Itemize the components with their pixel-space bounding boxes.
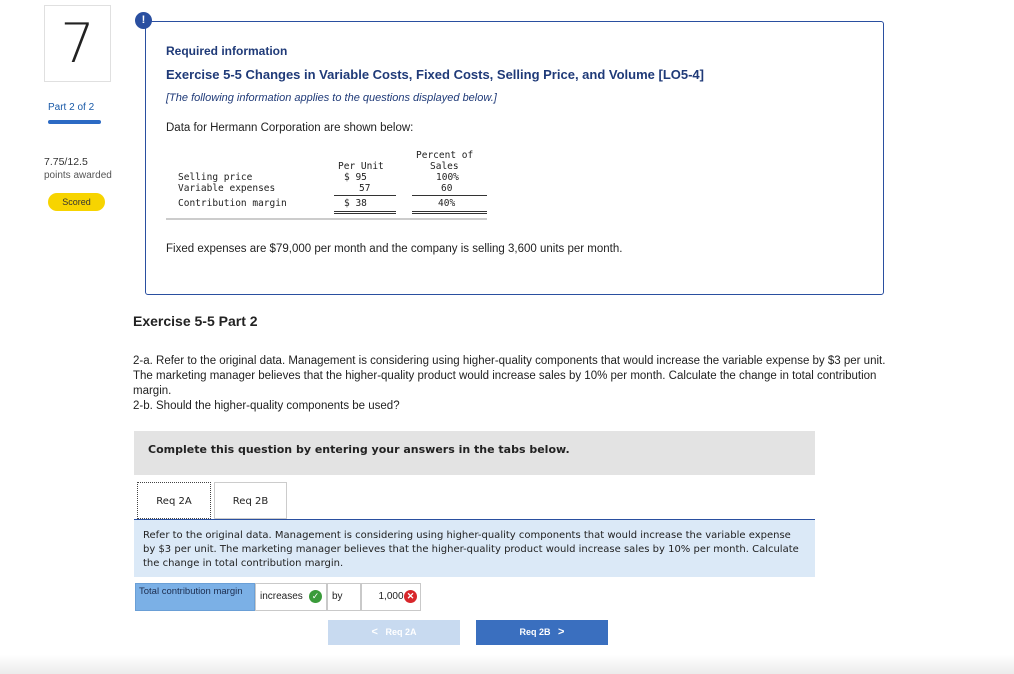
instruction-text: Complete this question by entering your answers in the tabs below. xyxy=(148,443,570,456)
direction-select[interactable]: increases xyxy=(255,583,327,611)
correct-check-icon: ✓ xyxy=(309,590,322,603)
answer-row-label: Total contribution margin xyxy=(135,583,255,611)
incorrect-x-icon: ✕ xyxy=(404,590,417,603)
divider xyxy=(412,213,487,214)
question-number: 7 xyxy=(44,5,111,82)
header-per-unit: Per Unit xyxy=(338,161,384,172)
bottom-shade xyxy=(0,655,1014,674)
divider xyxy=(334,211,396,212)
next-req-button[interactable] xyxy=(476,620,608,645)
data-table xyxy=(166,148,487,220)
divider xyxy=(412,195,487,196)
chevron-left-icon: < xyxy=(371,626,378,638)
divider xyxy=(334,195,396,196)
divider xyxy=(334,213,396,214)
applies-note: [The following information applies to the questions displayed below.] xyxy=(166,92,497,104)
score-value: 7.75/12.5 xyxy=(44,156,88,168)
row-label-variable-expenses: Variable expenses xyxy=(178,183,276,194)
instruction-bar xyxy=(134,431,815,475)
prompt-panel xyxy=(134,520,815,577)
chevron-right-icon: > xyxy=(558,626,565,638)
row-percent-variable-expenses: 60 xyxy=(441,183,453,194)
prev-req-button[interactable] xyxy=(328,620,460,645)
row-value-contribution-margin: $ 38 xyxy=(344,198,367,209)
status-badge: Scored xyxy=(48,193,105,211)
question-text xyxy=(133,354,893,414)
divider xyxy=(412,211,487,212)
row-label-selling-price: Selling price xyxy=(178,172,253,183)
row-percent-contribution-margin: 40% xyxy=(438,198,456,209)
row-label-contribution-margin: Contribution margin xyxy=(178,198,287,209)
prompt-text: Refer to the original data. Management is considering using higher-quality components that would increase the variable expense by $3 per unit. The marketing manager believes that the higher-quality product would increase sales by 10% per month. Calculate the change in total contribution margin. xyxy=(143,530,799,569)
row-value-selling-price: $ 95 xyxy=(344,172,367,183)
amount-input[interactable]: 1,000 xyxy=(361,583,421,611)
fixed-expenses-text: Fixed expenses are $79,000 per month and the company is selling 3,600 units per month. xyxy=(166,243,623,255)
tab-req-2b[interactable]: Req 2B xyxy=(214,482,287,519)
tab-req-2a[interactable]: Req 2A xyxy=(137,482,211,519)
by-label: by xyxy=(327,583,361,611)
prev-button-label: Req 2A xyxy=(385,627,417,637)
header-percent-line1: Percent of xyxy=(416,150,474,161)
points-label: points awarded xyxy=(44,170,112,181)
required-info-heading: Required information xyxy=(166,44,288,58)
question-2a: 2-a. Refer to the original data. Management is considering using higher-quality components that would increase the variable expense by $3 per unit. The marketing manager believes that the higher-quality product would increase sales by 10% per month. Calculate the change in total contribution margin. xyxy=(133,355,886,397)
question-2b: 2-b. Should the higher-quality components be used? xyxy=(133,400,400,412)
part-progress-bar xyxy=(48,120,101,124)
alert-icon: ! xyxy=(135,12,152,29)
part-indicator: Part 2 of 2 xyxy=(48,102,95,113)
row-percent-selling-price: 100% xyxy=(436,172,459,183)
data-intro: Data for Hermann Corporation are shown below: xyxy=(166,122,414,134)
header-percent-line2: Sales xyxy=(430,161,459,172)
exercise-title: Exercise 5-5 Changes in Variable Costs, Fixed Costs, Selling Price, and Volume [LO5-4] xyxy=(166,67,704,82)
next-button-label: Req 2B xyxy=(519,627,551,637)
row-value-variable-expenses: 57 xyxy=(359,183,371,194)
part2-title: Exercise 5-5 Part 2 xyxy=(133,313,258,329)
points-display xyxy=(44,155,112,183)
